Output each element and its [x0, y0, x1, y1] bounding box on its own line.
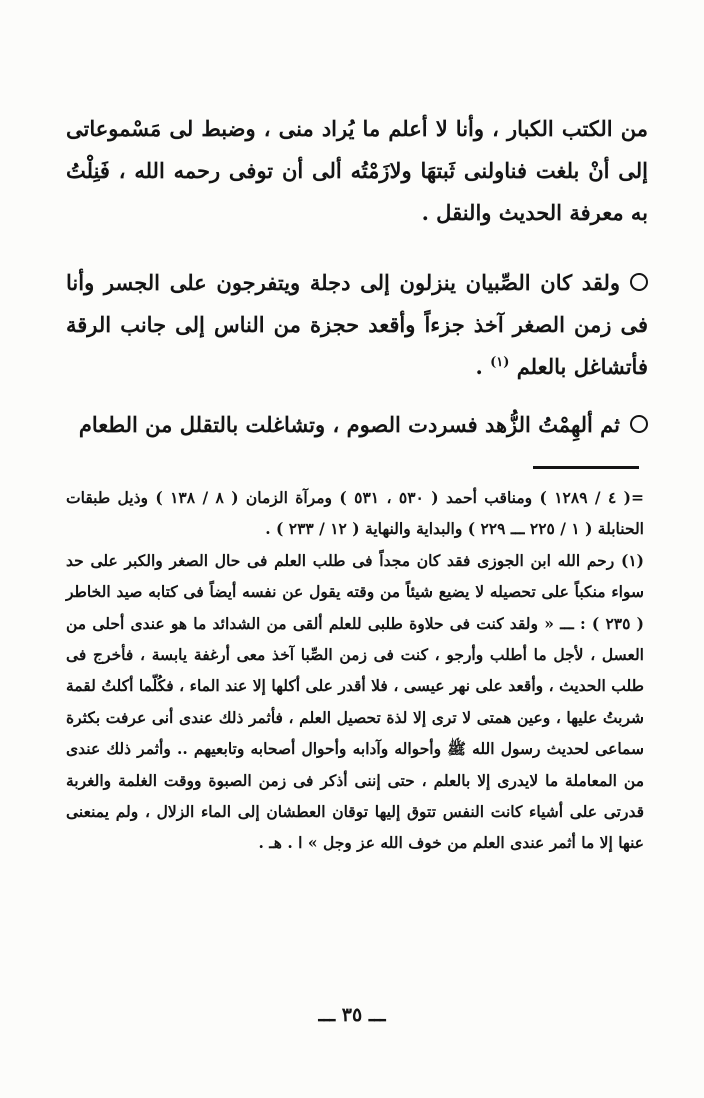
footnote-separator	[533, 466, 639, 469]
paragraph-3	[66, 404, 648, 446]
paragraph-3-text: ثم ألهِمْتُ الزُّهد فسردت الصوم ، وتشاغلت بالتقلل من الطعام	[78, 412, 620, 437]
circle-bullet-icon	[630, 273, 648, 291]
footnote-continuation: =( ٤ / ١٢٨٩ ) ومناقب أحمد ( ٥٣٠ ، ٥٣١ ) ومرآة الزمان ( ٨ / ١٣٨ ) وذيل طبقات الحنابلة ( ١ / ٢٢٥ ـــ ٢٢٩ ) والبداية والنهاية ( ١٢ / ٢٣٣ ) .	[66, 488, 644, 539]
footnote-reference: (١)	[490, 355, 510, 370]
paragraph-1-text: من الكتب الكبار ، وأنا لا أعلم ما يُراد منى ، وضبط لى مَسْموعاتى إلى أنْ بلغت فناولنى ثَبتهَا ولازَمْتُه ألى أن توفى رحمه الله ، فَنِلْتُ به معرفة الحديث والنقل .	[66, 116, 648, 225]
footnote-1: (١) رحم الله ابن الجوزى فقد كان مجداً فى طلب العلم فى حال الصغر والكبر على حد سواء منكباً على تحصيله لا يضيع شيئاً من وقته يقول عن نفسه أيضاً فى كتابه صيد الخاطر ( ٢٣٥ ) : ـــ « ولقد كنت فى حلاوة طلبى للعلم ألقى من الشدائد ما هو عندى أحلى من العسل ، لأجل ما أطلب وأرجو ، كنت فى زمن الصِّبا آخذ معى أرغفة يابسة ، فأخرج فى طلب الحديث ، وأقعد على نهر عيسى ، فلا أقدر على أكلها إلا عند الماء ، فكُلّما أكلتُ لقمة شربتُ عليها ، وعين همتى لا ترى إلا لذة تحصيل العلم ، فأثمر ذلك عندى أنى عرفت بكثرة سماعى لحديث رسول الله ﷺ وأحواله وآدابه وأحوال أصحابه وتابعيهم .. وأثمر ذلك عندى من المعاملة ما لايدرى إلا بالعلم ، حتى إننى أذكر فى زمن الصبوة ووقت الغلمة والغربة قدرتى على أشياء كانت النفس تتوق إليها توقان العطشان إلى الماء الزلال ، ولم يمنعنى عنها إلا ما أثمر عندى العلم من خوف الله عز وجل » ا . هـ .	[66, 550, 644, 853]
paragraph-1	[66, 108, 648, 234]
footnotes	[66, 482, 644, 859]
paragraph-2-text: ولقد كان الصِّبيان ينزلون إلى دجلة ويتفرجون على الجسر وأنا فى زمن الصغر آخذ جزءاً وأقعد حجزة من الناس إلى جانب الرقة فأتشاغل بالعلم	[66, 270, 648, 379]
paragraph-2-end: .	[475, 354, 483, 379]
paragraph-2	[66, 262, 648, 388]
circle-bullet-icon	[630, 415, 648, 433]
page-number: ـــ ٣٥ ـــ	[318, 1004, 386, 1026]
